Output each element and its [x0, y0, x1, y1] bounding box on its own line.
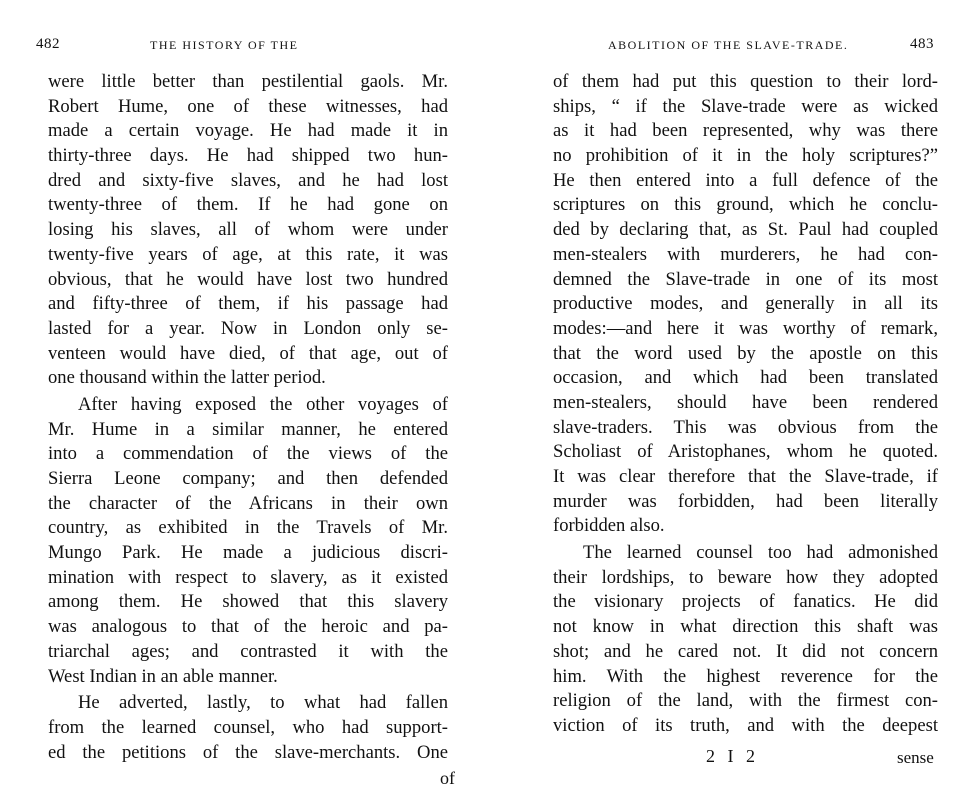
text-line: lasted for a year. Now in London only se-: [48, 317, 448, 339]
text-line: Mungo Park. He made a judicious discri-: [48, 542, 448, 564]
text-line: forbidden also.: [553, 515, 665, 537]
text-line: triarchal ages; and contrasted it with the: [48, 640, 448, 662]
text-line: Mr. Hume in a similar manner, he entered: [48, 418, 448, 440]
text-line: country, as exhibited in the Travels of Mr.: [48, 517, 448, 539]
text-line: from the learned counsel, who had support-: [48, 716, 448, 738]
text-line: viction of its truth, and with the deepest: [553, 714, 938, 736]
text-line: demned the Slave-trade in one of its most: [553, 268, 938, 290]
text-line: scriptures on this ground, which he conclu-: [553, 194, 938, 216]
text-line: obvious, that he would have lost two hundred: [48, 268, 448, 290]
text-line: were little better than pestilential gaols. Mr.: [48, 71, 448, 92]
text-line: of them had put this question to their lord-: [553, 71, 938, 92]
page-number: 483: [910, 36, 934, 52]
text-line: It was clear therefore that the Slave-trade, if: [553, 466, 938, 487]
page-number: 482: [36, 36, 60, 52]
text-line: twenty-five years of age, at this rate, it was: [48, 243, 448, 265]
text-line: no prohibition of it in the holy scriptures?”: [553, 145, 938, 167]
text-line: into a commendation of the views of the: [48, 443, 448, 465]
right-page: [490, 0, 980, 812]
text-line: venteen would have died, of that age, out of: [48, 342, 448, 364]
text-line: made a certain voyage. He had made it in: [48, 120, 448, 142]
text-line: the character of the Africans in their own: [48, 492, 448, 514]
text-line: men-stealers, should have been rendered: [553, 391, 938, 413]
text-line: mination with respect to slavery, as it existed: [48, 566, 448, 588]
catchword: sense: [897, 748, 934, 767]
text-line: not know in what direction this shaft was: [553, 616, 938, 638]
text-line: men-stealers with murderers, he had con-: [553, 243, 938, 265]
text-line: him. With the highest reverence for the: [553, 665, 938, 687]
text-line: occasion, and which had been translated: [553, 367, 938, 389]
running-head: THE HISTORY OF THE: [150, 38, 299, 52]
text-line: dred and sixty-five slaves, and he had lost: [48, 169, 448, 191]
body-text: [553, 70, 938, 739]
text-line: ded by declaring that, as St. Paul had coupled: [553, 219, 938, 241]
text-line: one thousand within the latter period.: [48, 367, 326, 389]
text-line: shot; and he cared not. It did not concern: [553, 640, 938, 662]
text-line: modes:—and here it was worthy of remark,: [553, 317, 938, 339]
text-line: thirty-three days. He had shipped two hun-: [48, 145, 448, 167]
text-line: slave-traders. This was obvious from the: [553, 416, 938, 438]
text-line: The learned counsel too had admonished: [583, 542, 938, 564]
text-line: murder was forbidden, had been literally: [553, 490, 938, 512]
text-line: the visionary projects of fanatics. He did: [553, 591, 938, 613]
text-line: among them. He showed that this slavery: [48, 591, 448, 613]
text-line: ed the petitions of the slave-merchants. One: [48, 741, 448, 763]
running-head: ABOLITION OF THE SLAVE-TRADE.: [608, 38, 849, 52]
text-line: Robert Hume, one of these witnesses, had: [48, 95, 448, 117]
text-line: as it had been represented, why was there: [553, 120, 938, 142]
text-line: West Indian in an able manner.: [48, 665, 278, 687]
text-line: After having exposed the other voyages of: [78, 393, 448, 415]
text-line: religion of the land, with the firmest con-: [553, 690, 938, 712]
text-line: ships, “ if the Slave-trade were as wicked: [553, 95, 938, 117]
catchword: of: [440, 768, 455, 788]
text-line: Sierra Leone company; and then defended: [48, 468, 448, 489]
text-line: that the word used by the apostle on this: [553, 342, 938, 364]
text-line: productive modes, and generally in all its: [553, 293, 938, 315]
text-line: losing his slaves, all of whom were under: [48, 219, 448, 241]
signature-mark: 2 I 2: [706, 746, 759, 766]
text-line: He adverted, lastly, to what had fallen: [78, 692, 448, 714]
text-line: and fifty-three of them, if his passage had: [48, 293, 448, 315]
text-line: twenty-three of them. If he had gone on: [48, 194, 448, 216]
body-text: [48, 70, 448, 765]
text-line: their lordships, to beware how they adopted: [553, 566, 938, 588]
text-line: was analogous to that of the heroic and pa-: [48, 616, 448, 638]
text-line: Scholiast of Aristophanes, whom he quoted.: [553, 441, 938, 463]
text-line: He then entered into a full defence of the: [553, 169, 938, 191]
